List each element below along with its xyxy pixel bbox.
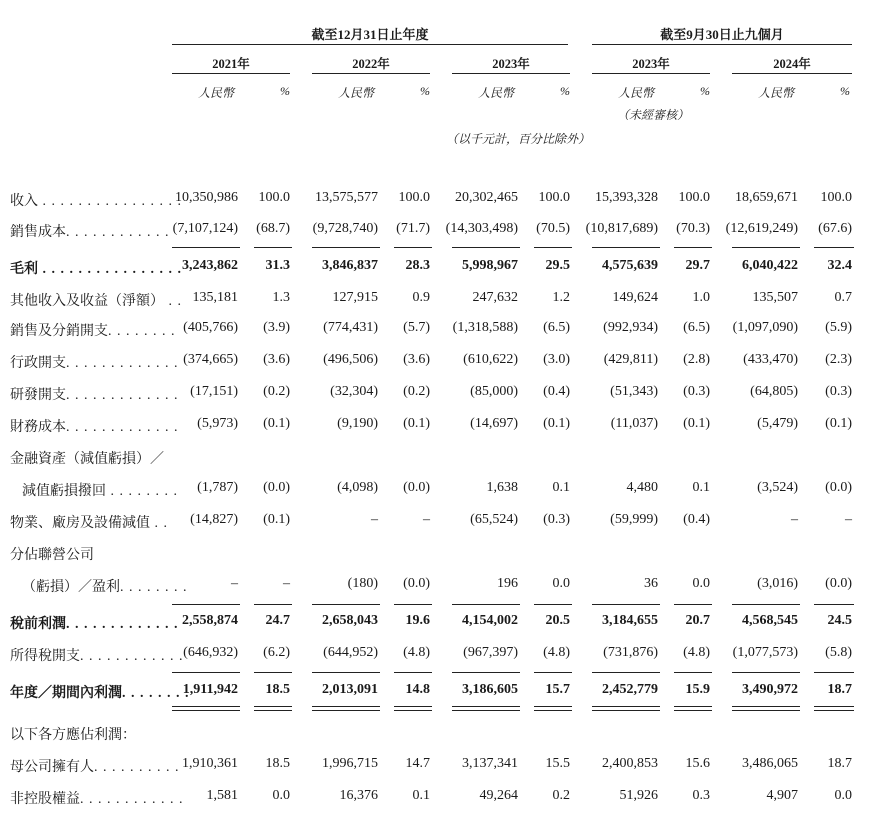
year-rule-2023 — [452, 73, 570, 74]
subtotal-rule — [592, 247, 660, 248]
row-label-text: （虧損）／盈利 — [22, 580, 120, 595]
percent-cell: 29.7 — [685, 258, 710, 273]
subtotal-rule — [172, 247, 240, 248]
percent-cell: (0.2) — [403, 384, 430, 399]
amount-cell: (11,037) — [610, 416, 658, 431]
percent-cell: (3.6) — [263, 352, 290, 367]
percent-cell: (0.3) — [543, 512, 570, 527]
amount-cell: 20,302,465 — [455, 190, 518, 205]
percent-cell: 0.9 — [412, 290, 430, 305]
amount-cell: 3,846,837 — [322, 258, 378, 273]
subtotal-rule — [534, 247, 572, 248]
leader-dots: . . . . . . . . — [122, 686, 190, 701]
amount-cell: (17,151) — [190, 384, 238, 399]
table-row — [0, 610, 882, 636]
leader-dots: . . . . . . . . . . . . . . . . — [38, 194, 182, 209]
amount-cell: 247,632 — [472, 290, 518, 305]
amount-cell: (496,506) — [323, 352, 378, 367]
table-row — [0, 509, 882, 535]
total-double-rule — [592, 706, 660, 711]
leader-dots: . . . . . . . . . . — [94, 760, 180, 775]
percent-cell: – — [283, 576, 290, 591]
amount-cell: (7,107,124) — [172, 221, 238, 236]
amount-cell: (3,016) — [757, 576, 798, 591]
subtotal-rule — [312, 604, 380, 605]
table-row — [0, 573, 882, 599]
percent-cell: (0.1) — [263, 416, 290, 431]
table-row — [0, 445, 882, 471]
row-label-text: 非控股權益 — [10, 792, 80, 807]
leader-dots: . . — [164, 294, 182, 309]
table-row — [0, 255, 882, 281]
percent-cell: (3.6) — [403, 352, 430, 367]
percent-cell: (0.3) — [683, 384, 710, 399]
percent-cell: (0.3) — [825, 384, 852, 399]
table-row — [0, 477, 882, 503]
percent-cell: 28.3 — [405, 258, 430, 273]
table-row — [0, 785, 882, 811]
year-header-2022: 2022年 — [352, 57, 390, 71]
percent-cell: (68.7) — [256, 221, 290, 236]
row-label — [10, 544, 94, 564]
amount-cell: (85,000) — [470, 384, 518, 399]
row-label-text: 以下各方應佔利潤： — [10, 728, 136, 743]
amount-cell: 2,400,853 — [602, 756, 658, 771]
amount-cell: 3,184,655 — [602, 613, 658, 628]
percent-cell: 0.0 — [834, 788, 852, 803]
percent-cell: 0.3 — [692, 788, 710, 803]
table-row — [0, 679, 882, 705]
table-row — [0, 541, 882, 567]
amount-cell: 127,915 — [332, 290, 378, 305]
currency-label: 人民幣 — [617, 86, 654, 100]
amount-cell: 1,638 — [486, 480, 518, 495]
unit-note: （以千元計，百分比除外） — [446, 132, 591, 146]
percent-cell: (5.8) — [825, 645, 852, 660]
percent-cell: (0.0) — [403, 480, 430, 495]
table-row — [0, 753, 882, 779]
row-label-text: 減值虧損撥回 — [22, 484, 106, 499]
amount-cell: (59,999) — [610, 512, 658, 527]
amount-cell: (1,787) — [197, 480, 238, 495]
leader-dots: . . . . . . . . . . . . . . . . — [38, 262, 182, 277]
amount-cell: 6,040,422 — [742, 258, 798, 273]
percent-cell: (0.0) — [403, 576, 430, 591]
percent-cell: (5.9) — [825, 320, 852, 335]
subtotal-rule — [394, 247, 432, 248]
percent-cell: 15.7 — [545, 682, 570, 697]
amount-cell: 4,480 — [626, 480, 658, 495]
row-label-text: 收入 — [10, 194, 38, 209]
amount-cell: (646,932) — [183, 645, 238, 660]
percent-cell: 1.2 — [552, 290, 570, 305]
amount-cell: 3,490,972 — [742, 682, 798, 697]
year-header-2021: 2021年 — [212, 57, 250, 71]
amount-cell: (644,952) — [323, 645, 378, 660]
leader-dots: . . . . . . . . . . . . . — [66, 356, 179, 371]
amount-cell: 5,998,967 — [462, 258, 518, 273]
subtotal-rule — [674, 672, 712, 673]
group-rule-nine-months — [592, 44, 852, 45]
total-double-rule — [172, 706, 240, 711]
percent-cell: 0.0 — [692, 576, 710, 591]
amount-cell: (64,805) — [750, 384, 798, 399]
amount-cell: (32,304) — [330, 384, 378, 399]
row-label-text: 銷售及分銷開支 — [10, 324, 108, 339]
subtotal-rule — [814, 604, 854, 605]
amount-cell: (5,973) — [197, 416, 238, 431]
total-double-rule — [674, 706, 712, 711]
year-header-2023-9m: 2023年 — [632, 57, 670, 71]
percent-cell: 14.8 — [405, 682, 430, 697]
percent-cell: 0.1 — [692, 480, 710, 495]
percent-cell: (6.5) — [543, 320, 570, 335]
percent-cell: 32.4 — [827, 258, 852, 273]
percent-cell: (5.7) — [403, 320, 430, 335]
percent-cell: 24.5 — [827, 613, 852, 628]
amount-cell: 2,452,779 — [602, 682, 658, 697]
percent-cell: (0.1) — [683, 416, 710, 431]
amount-cell: 13,575,577 — [315, 190, 378, 205]
percent-cell: (6.5) — [683, 320, 710, 335]
row-label-text: 其他收入及收益（淨額） — [10, 294, 164, 309]
subtotal-rule — [452, 604, 520, 605]
amount-cell: 49,264 — [479, 788, 518, 803]
table-row — [0, 218, 882, 244]
amount-cell: 3,486,065 — [742, 756, 798, 771]
amount-cell: 4,575,639 — [602, 258, 658, 273]
subtotal-rule — [452, 247, 520, 248]
currency-label: 人民幣 — [337, 86, 374, 100]
amount-cell: (992,934) — [603, 320, 658, 335]
percent-cell: 1.3 — [272, 290, 290, 305]
subtotal-rule — [814, 672, 854, 673]
percent-cell: (6.2) — [263, 645, 290, 660]
table-row — [0, 287, 882, 313]
amount-cell: (433,470) — [743, 352, 798, 367]
subtotal-rule — [814, 247, 854, 248]
percent-cell: (71.7) — [396, 221, 430, 236]
row-label-text: 研發開支 — [10, 388, 66, 403]
amount-cell: 135,181 — [192, 290, 238, 305]
leader-dots: . . . . . . . . . . . . — [80, 649, 184, 664]
amount-cell: (429,811) — [603, 352, 658, 367]
amount-cell: 135,507 — [752, 290, 798, 305]
year-rule-2023-9m — [592, 73, 710, 74]
percent-cell: (3.0) — [543, 352, 570, 367]
row-label-text: 分佔聯營公司 — [10, 548, 94, 563]
amount-cell: (9,190) — [337, 416, 378, 431]
subtotal-rule — [534, 604, 572, 605]
subtotal-rule — [394, 672, 432, 673]
amount-cell: 1,910,361 — [182, 756, 238, 771]
percent-cell: (2.8) — [683, 352, 710, 367]
percent-cell: 15.9 — [685, 682, 710, 697]
percent-cell: 100.0 — [820, 190, 852, 205]
amount-cell: – — [791, 512, 798, 527]
subtotal-rule — [534, 672, 572, 673]
percent-cell: 0.0 — [272, 788, 290, 803]
percent-cell: 18.7 — [827, 756, 852, 771]
row-label-text: 所得稅開支 — [10, 649, 80, 664]
percent-cell: (0.0) — [825, 480, 852, 495]
percent-cell: 0.0 — [552, 576, 570, 591]
percent-cell: – — [845, 512, 852, 527]
subtotal-rule — [674, 604, 712, 605]
percent-cell: 0.1 — [552, 480, 570, 495]
table-row — [0, 413, 882, 439]
percent-label: % — [280, 84, 290, 98]
row-label — [10, 448, 164, 468]
row-label-text: 行政開支 — [10, 356, 66, 371]
amount-cell: (774,431) — [323, 320, 378, 335]
subtotal-rule — [592, 604, 660, 605]
year-rule-2024-9m — [732, 73, 852, 74]
total-double-rule — [394, 706, 432, 711]
percent-cell: (4.8) — [403, 645, 430, 660]
subtotal-rule — [312, 672, 380, 673]
percent-label: % — [420, 84, 430, 98]
table-row — [0, 642, 882, 668]
amount-cell: 3,137,341 — [462, 756, 518, 771]
total-double-rule — [732, 706, 800, 711]
percent-cell: 14.7 — [405, 756, 430, 771]
leader-dots: . . — [150, 516, 168, 531]
percent-cell: (0.0) — [825, 576, 852, 591]
table-row — [0, 721, 882, 747]
amount-cell: 2,013,091 — [322, 682, 378, 697]
row-label-text: 物業、廠房及設備減值 — [10, 516, 150, 531]
leader-dots: . . . . . . . . . . . . . — [66, 388, 179, 403]
percent-cell: (4.8) — [683, 645, 710, 660]
percent-cell: (3.9) — [263, 320, 290, 335]
percent-cell: (0.4) — [683, 512, 710, 527]
percent-cell: 0.1 — [412, 788, 430, 803]
subtotal-rule — [312, 247, 380, 248]
percent-cell: 0.7 — [834, 290, 852, 305]
row-label-text: 毛利 — [10, 262, 38, 277]
amount-cell: 10,350,986 — [175, 190, 238, 205]
percent-cell: (2.3) — [825, 352, 852, 367]
currency-label: 人民幣 — [477, 86, 514, 100]
subtotal-rule — [732, 604, 800, 605]
amount-cell: (374,665) — [183, 352, 238, 367]
amount-cell: 2,658,043 — [322, 613, 378, 628]
total-double-rule — [452, 706, 520, 711]
percent-cell: 20.7 — [685, 613, 710, 628]
percent-cell: (0.0) — [263, 480, 290, 495]
row-label — [10, 724, 136, 744]
amount-cell: (10,817,689) — [585, 221, 658, 236]
leader-dots: . . . . . . . . — [120, 580, 188, 595]
amount-cell: – — [371, 512, 378, 527]
percent-cell: (0.1) — [543, 416, 570, 431]
leader-dots: . . . . . . . . . . . . . — [66, 420, 179, 435]
amount-cell: 1,996,715 — [322, 756, 378, 771]
amount-cell: (12,619,249) — [725, 221, 798, 236]
subtotal-rule — [172, 604, 240, 605]
leader-dots: . . . . . . . . . . . . — [66, 225, 170, 240]
subtotal-rule — [254, 672, 292, 673]
amount-cell: (14,303,498) — [445, 221, 518, 236]
leader-dots: . . . . . . . . . . . . — [80, 792, 184, 807]
percent-label: % — [700, 84, 710, 98]
percent-cell: (0.1) — [263, 512, 290, 527]
amount-cell: 36 — [644, 576, 658, 591]
amount-cell: 15,393,328 — [595, 190, 658, 205]
group-title-nine-months: 截至9月30日止九個月 — [660, 27, 784, 42]
table-row — [0, 381, 882, 407]
percent-cell: 18.5 — [265, 756, 290, 771]
amount-cell: (14,827) — [190, 512, 238, 527]
year-header-2023: 2023年 — [492, 57, 530, 71]
amount-cell: 51,926 — [619, 788, 658, 803]
amount-cell: (4,098) — [337, 480, 378, 495]
subtotal-rule — [732, 247, 800, 248]
subtotal-rule — [592, 672, 660, 673]
total-double-rule — [534, 706, 572, 711]
amount-cell: (5,479) — [757, 416, 798, 431]
year-rule-2022 — [312, 73, 430, 74]
percent-label: % — [840, 84, 850, 98]
amount-cell: 196 — [497, 576, 518, 591]
amount-cell: – — [231, 576, 238, 591]
table-row — [0, 349, 882, 375]
subtotal-rule — [172, 672, 240, 673]
percent-cell: 24.7 — [265, 613, 290, 628]
percent-cell: (70.3) — [676, 221, 710, 236]
amount-cell: 1,911,942 — [182, 682, 238, 697]
percent-cell: 100.0 — [678, 190, 710, 205]
amount-cell: (1,077,573) — [732, 645, 798, 660]
amount-cell: 3,243,862 — [182, 258, 238, 273]
percent-cell: – — [423, 512, 430, 527]
amount-cell: (51,343) — [610, 384, 658, 399]
subtotal-rule — [254, 247, 292, 248]
leader-dots: . . . . . . . . — [108, 324, 176, 339]
amount-cell: 18,659,671 — [735, 190, 798, 205]
percent-cell: 100.0 — [538, 190, 570, 205]
amount-cell: 4,154,002 — [462, 613, 518, 628]
subtotal-rule — [254, 604, 292, 605]
row-label-text: 財務成本 — [10, 420, 66, 435]
table-row — [0, 187, 882, 213]
total-double-rule — [254, 706, 292, 711]
currency-label: 人民幣 — [757, 86, 794, 100]
amount-cell: 149,624 — [612, 290, 658, 305]
subtotal-rule — [394, 604, 432, 605]
total-double-rule — [312, 706, 380, 711]
amount-cell: (3,524) — [757, 480, 798, 495]
percent-cell: 100.0 — [258, 190, 290, 205]
percent-cell: (0.1) — [403, 416, 430, 431]
percent-cell: 0.2 — [552, 788, 570, 803]
group-title-annual: 截至12月31日止年度 — [311, 27, 429, 42]
total-double-rule — [814, 706, 854, 711]
leader-dots: . . . . . . . . — [106, 484, 178, 499]
amount-cell: 2,558,874 — [182, 613, 238, 628]
amount-cell: 1,581 — [206, 788, 238, 803]
percent-cell: (0.1) — [825, 416, 852, 431]
percent-cell: 100.0 — [398, 190, 430, 205]
year-rule-2021 — [172, 73, 290, 74]
percent-cell: 1.0 — [692, 290, 710, 305]
percent-cell: (70.5) — [536, 221, 570, 236]
row-label-text: 年度／期間內利潤 — [10, 686, 122, 701]
group-rule-annual — [172, 44, 568, 45]
percent-cell: (0.4) — [543, 384, 570, 399]
amount-cell: (1,318,588) — [452, 320, 518, 335]
year-header-2024-9m: 2024年 — [773, 57, 811, 71]
amount-cell: (967,397) — [463, 645, 518, 660]
table-row — [0, 317, 882, 343]
percent-cell: 15.6 — [685, 756, 710, 771]
percent-label: % — [560, 84, 570, 98]
percent-cell: 20.5 — [545, 613, 570, 628]
leader-dots: . . . . . . . . . . . . . — [66, 617, 179, 632]
amount-cell: (180) — [347, 576, 378, 591]
amount-cell: 4,568,545 — [742, 613, 798, 628]
amount-cell: (1,097,090) — [732, 320, 798, 335]
unaudited-note: （未經審核） — [617, 108, 690, 122]
amount-cell: (14,697) — [470, 416, 518, 431]
percent-cell: (4.8) — [543, 645, 570, 660]
amount-cell: (731,876) — [603, 645, 658, 660]
percent-cell: (0.2) — [263, 384, 290, 399]
percent-cell: 19.6 — [405, 613, 430, 628]
amount-cell: (610,622) — [463, 352, 518, 367]
subtotal-rule — [674, 247, 712, 248]
amount-cell: (65,524) — [470, 512, 518, 527]
row-label-text: 金融資產（減值虧損）／ — [10, 452, 164, 467]
amount-cell: (405,766) — [183, 320, 238, 335]
percent-cell: (67.6) — [818, 221, 852, 236]
amount-cell: (9,728,740) — [312, 221, 378, 236]
currency-label: 人民幣 — [197, 86, 234, 100]
amount-cell: 16,376 — [339, 788, 378, 803]
subtotal-rule — [732, 672, 800, 673]
percent-cell: 15.5 — [545, 756, 570, 771]
row-label-text: 銷售成本 — [10, 225, 66, 240]
subtotal-rule — [452, 672, 520, 673]
row-label-text: 稅前利潤 — [10, 617, 66, 632]
amount-cell: 4,907 — [766, 788, 798, 803]
percent-cell: 18.5 — [265, 682, 290, 697]
row-label-text: 母公司擁有人 — [10, 760, 94, 775]
amount-cell: 3,186,605 — [462, 682, 518, 697]
percent-cell: 29.5 — [545, 258, 570, 273]
percent-cell: 18.7 — [827, 682, 852, 697]
percent-cell: 31.3 — [265, 258, 290, 273]
